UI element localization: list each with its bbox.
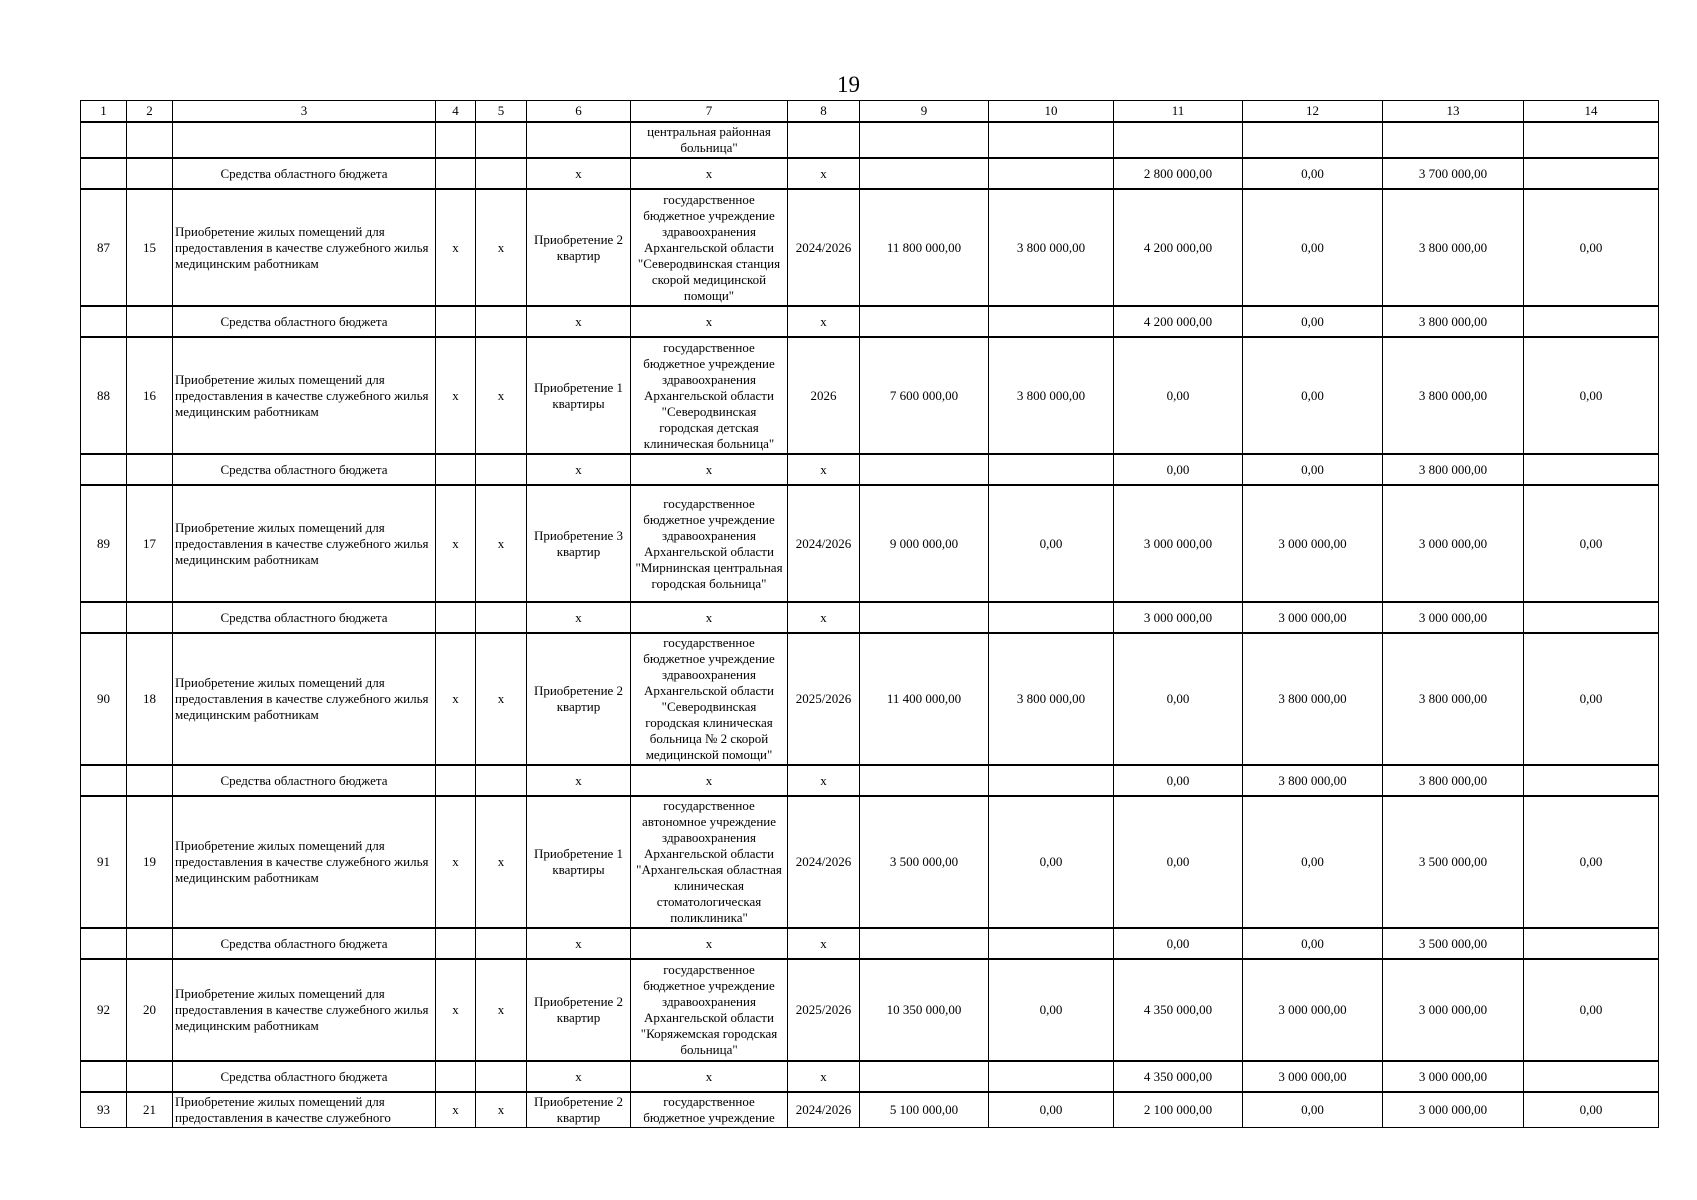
- amount-cell: 3 000 000,00: [1243, 485, 1383, 602]
- x-mark: х: [788, 928, 860, 959]
- x-mark: х: [631, 928, 788, 959]
- amount-cell: 0,00: [1524, 485, 1659, 602]
- page-number: 19: [837, 72, 860, 97]
- continuation-row: [81, 122, 1659, 158]
- period-cell: 2024/2026: [788, 189, 860, 306]
- amount-cell: 0,00: [1114, 796, 1243, 928]
- org-cell: государственное бюджетное учреждение здравоохранения Архангельской области "Северодвинская городская детская клиническая больница": [631, 337, 788, 454]
- amount-cell: 11 800 000,00: [860, 189, 989, 306]
- period-cell: 2025/2026: [788, 633, 860, 765]
- col-1-header: 1: [81, 101, 127, 123]
- amount-cell: 3 800 000,00: [989, 633, 1114, 765]
- quantity-cell: Приобретение 3 квартир: [527, 485, 631, 602]
- amount-cell: 0,00: [1243, 796, 1383, 928]
- amount-cell: 3 800 000,00: [989, 337, 1114, 454]
- x-mark: х: [788, 765, 860, 796]
- funding-source-label: Средства областного бюджета: [173, 602, 436, 633]
- amount-cell: 0,00: [1243, 337, 1383, 454]
- funding-source-label: Средства областного бюджета: [173, 1061, 436, 1092]
- amount-cell: 0,00: [1243, 1092, 1383, 1128]
- item-name: Приобретение жилых помещений для предоставления в качестве служебного жилья медицинским работникам: [173, 959, 436, 1061]
- amount-cell: 3 500 000,00: [1383, 928, 1524, 959]
- budget-subrow: [81, 765, 1659, 796]
- amount-cell: 3 000 000,00: [1243, 602, 1383, 633]
- amount-cell: 4 350 000,00: [1114, 959, 1243, 1061]
- funding-source-label: Средства областного бюджета: [173, 454, 436, 485]
- table-row: [81, 189, 1659, 306]
- x-mark: х: [476, 959, 527, 1061]
- amount-cell: 0,00: [1524, 959, 1659, 1061]
- item-name: Приобретение жилых помещений для предоставления в качестве служебного жилья медицинским работникам: [173, 337, 436, 454]
- x-mark: х: [527, 306, 631, 337]
- amount-cell: 3 000 000,00: [1243, 1061, 1383, 1092]
- x-mark: х: [436, 796, 476, 928]
- x-mark: х: [527, 454, 631, 485]
- amount-cell: 3 000 000,00: [1383, 485, 1524, 602]
- amount-cell: 4 200 000,00: [1114, 306, 1243, 337]
- x-mark: х: [476, 796, 527, 928]
- budget-subrow: [81, 158, 1659, 189]
- x-mark: х: [788, 306, 860, 337]
- amount-cell: 0,00: [1243, 928, 1383, 959]
- amount-cell: 3 800 000,00: [1383, 337, 1524, 454]
- amount-cell: 3 000 000,00: [1114, 602, 1243, 633]
- col-3-header: 3: [173, 101, 436, 123]
- amount-cell: 0,00: [989, 796, 1114, 928]
- amount-cell: 0,00: [1524, 633, 1659, 765]
- amount-cell: 0,00: [989, 485, 1114, 602]
- funding-source-label: Средства областного бюджета: [173, 928, 436, 959]
- col-7-header: 7: [631, 101, 788, 123]
- x-mark: х: [631, 602, 788, 633]
- col-2-header: 2: [127, 101, 173, 123]
- x-mark: х: [631, 1061, 788, 1092]
- x-mark: х: [631, 306, 788, 337]
- org-cell: центральная районная больница": [631, 122, 788, 158]
- period-cell: 2024/2026: [788, 796, 860, 928]
- org-cell: государственное бюджетное учреждение: [631, 1092, 788, 1128]
- amount-cell: 3 500 000,00: [860, 796, 989, 928]
- quantity-cell: Приобретение 1 квартиры: [527, 337, 631, 454]
- col-4-header: 4: [436, 101, 476, 123]
- col-8-header: 8: [788, 101, 860, 123]
- funding-source-label: Средства областного бюджета: [173, 306, 436, 337]
- amount-cell: 3 700 000,00: [1383, 158, 1524, 189]
- item-name: Приобретение жилых помещений для предоставления в качестве служебного жилья медицинским работникам: [173, 796, 436, 928]
- col-14-header: 14: [1524, 101, 1659, 123]
- budget-subrow: [81, 306, 1659, 337]
- table-row: [81, 959, 1659, 1061]
- funding-source-label: Средства областного бюджета: [173, 158, 436, 189]
- table-row: [81, 337, 1659, 454]
- col-10-header: 10: [989, 101, 1114, 123]
- amount-cell: 3 000 000,00: [1383, 1092, 1524, 1128]
- amount-cell: 0,00: [1243, 454, 1383, 485]
- x-mark: х: [527, 158, 631, 189]
- quantity-cell: Приобретение 2 квартир: [527, 959, 631, 1061]
- amount-cell: 0,00: [989, 959, 1114, 1061]
- amount-cell: 4 200 000,00: [1114, 189, 1243, 306]
- table-row: [81, 796, 1659, 928]
- amount-cell: 0,00: [1114, 765, 1243, 796]
- org-cell: государственное бюджетное учреждение здравоохранения Архангельской области "Коряжемская городская больница": [631, 959, 788, 1061]
- amount-cell: 3 800 000,00: [1383, 306, 1524, 337]
- amount-cell: 5 100 000,00: [860, 1092, 989, 1128]
- item-number: 20: [127, 959, 173, 1061]
- x-mark: х: [631, 454, 788, 485]
- x-mark: х: [436, 189, 476, 306]
- amount-cell: 7 600 000,00: [860, 337, 989, 454]
- col-12-header: 12: [1243, 101, 1383, 123]
- table-row: [81, 1092, 1659, 1128]
- row-number: 87: [81, 189, 127, 306]
- item-number: 15: [127, 189, 173, 306]
- col-6-header: 6: [527, 101, 631, 123]
- amount-cell: 0,00: [989, 1092, 1114, 1128]
- period-cell: 2024/2026: [788, 1092, 860, 1128]
- x-mark: х: [788, 602, 860, 633]
- period-cell: 2024/2026: [788, 485, 860, 602]
- budget-table: [80, 100, 1659, 1128]
- row-number: 91: [81, 796, 127, 928]
- amount-cell: 0,00: [1524, 1092, 1659, 1128]
- period-cell: 2026: [788, 337, 860, 454]
- amount-cell: 0,00: [1243, 158, 1383, 189]
- amount-cell: 2 800 000,00: [1114, 158, 1243, 189]
- amount-cell: 2 100 000,00: [1114, 1092, 1243, 1128]
- x-mark: х: [436, 1092, 476, 1128]
- col-5-header: 5: [476, 101, 527, 123]
- x-mark: х: [476, 633, 527, 765]
- org-cell: государственное бюджетное учреждение здравоохранения Архангельской области "Мирнинская центральная городская больница": [631, 485, 788, 602]
- x-mark: х: [476, 1092, 527, 1128]
- table-row: [81, 485, 1659, 602]
- x-mark: х: [436, 337, 476, 454]
- x-mark: х: [436, 633, 476, 765]
- row-number: 89: [81, 485, 127, 602]
- x-mark: х: [631, 158, 788, 189]
- amount-cell: 9 000 000,00: [860, 485, 989, 602]
- row-number: 92: [81, 959, 127, 1061]
- quantity-cell: Приобретение 2 квартир: [527, 189, 631, 306]
- org-cell: государственное бюджетное учреждение здравоохранения Архангельской области "Северодвинская станция скорой медицинской помощи": [631, 189, 788, 306]
- item-name: Приобретение жилых помещений для предоставления в качестве служебного жилья медицинским работникам: [173, 633, 436, 765]
- x-mark: х: [788, 1061, 860, 1092]
- x-mark: х: [631, 765, 788, 796]
- x-mark: х: [476, 337, 527, 454]
- amount-cell: 3 800 000,00: [1383, 633, 1524, 765]
- table-row: [81, 633, 1659, 765]
- x-mark: х: [436, 959, 476, 1061]
- item-number: 16: [127, 337, 173, 454]
- quantity-cell: Приобретение 1 квартиры: [527, 796, 631, 928]
- amount-cell: 3 000 000,00: [1383, 1061, 1524, 1092]
- item-number: 18: [127, 633, 173, 765]
- row-number: 93: [81, 1092, 127, 1128]
- column-number-header: [81, 101, 1659, 123]
- item-number: 19: [127, 796, 173, 928]
- row-number: 90: [81, 633, 127, 765]
- amount-cell: 0,00: [1524, 796, 1659, 928]
- x-mark: х: [527, 765, 631, 796]
- org-cell: государственное бюджетное учреждение здравоохранения Архангельской области "Северодвинская городская клиническая больница № 2 скорой медицинской помощи": [631, 633, 788, 765]
- budget-subrow: [81, 928, 1659, 959]
- amount-cell: 3 800 000,00: [1383, 189, 1524, 306]
- item-name: Приобретение жилых помещений для предоставления в качестве служебного жилья медицинским работникам: [173, 189, 436, 306]
- org-cell: государственное автономное учреждение здравоохранения Архангельской области "Архангельская областная клиническая стоматологическая поликлиника": [631, 796, 788, 928]
- x-mark: х: [527, 602, 631, 633]
- quantity-cell: Приобретение 2 квартир: [527, 633, 631, 765]
- amount-cell: 0,00: [1524, 189, 1659, 306]
- amount-cell: 3 000 000,00: [1243, 959, 1383, 1061]
- x-mark: х: [788, 158, 860, 189]
- amount-cell: 0,00: [1524, 337, 1659, 454]
- amount-cell: 3 000 000,00: [1383, 602, 1524, 633]
- item-number: 21: [127, 1092, 173, 1128]
- x-mark: х: [788, 454, 860, 485]
- x-mark: х: [476, 189, 527, 306]
- item-number: 17: [127, 485, 173, 602]
- amount-cell: 3 800 000,00: [1243, 633, 1383, 765]
- amount-cell: 0,00: [1114, 454, 1243, 485]
- budget-subrow: [81, 1061, 1659, 1092]
- quantity-cell: Приобретение 2 квартир: [527, 1092, 631, 1128]
- x-mark: х: [527, 928, 631, 959]
- budget-subrow: [81, 454, 1659, 485]
- amount-cell: 3 800 000,00: [1383, 454, 1524, 485]
- amount-cell: 0,00: [1243, 189, 1383, 306]
- x-mark: х: [476, 485, 527, 602]
- item-name: Приобретение жилых помещений для предоставления в качестве служебного: [173, 1092, 436, 1128]
- amount-cell: 3 500 000,00: [1383, 796, 1524, 928]
- amount-cell: 3 800 000,00: [1243, 765, 1383, 796]
- amount-cell: 4 350 000,00: [1114, 1061, 1243, 1092]
- col-9-header: 9: [860, 101, 989, 123]
- period-cell: 2025/2026: [788, 959, 860, 1061]
- amount-cell: 3 000 000,00: [1114, 485, 1243, 602]
- col-11-header: 11: [1114, 101, 1243, 123]
- col-13-header: 13: [1383, 101, 1524, 123]
- row-number: 88: [81, 337, 127, 454]
- amount-cell: 11 400 000,00: [860, 633, 989, 765]
- amount-cell: 3 800 000,00: [1383, 765, 1524, 796]
- amount-cell: 3 000 000,00: [1383, 959, 1524, 1061]
- x-mark: х: [527, 1061, 631, 1092]
- amount-cell: 0,00: [1114, 928, 1243, 959]
- amount-cell: 0,00: [1114, 337, 1243, 454]
- x-mark: х: [436, 485, 476, 602]
- item-name: Приобретение жилых помещений для предоставления в качестве служебного жилья медицинским работникам: [173, 485, 436, 602]
- budget-subrow: [81, 602, 1659, 633]
- amount-cell: 0,00: [1243, 306, 1383, 337]
- amount-cell: 3 800 000,00: [989, 189, 1114, 306]
- amount-cell: 0,00: [1114, 633, 1243, 765]
- amount-cell: 10 350 000,00: [860, 959, 989, 1061]
- funding-source-label: Средства областного бюджета: [173, 765, 436, 796]
